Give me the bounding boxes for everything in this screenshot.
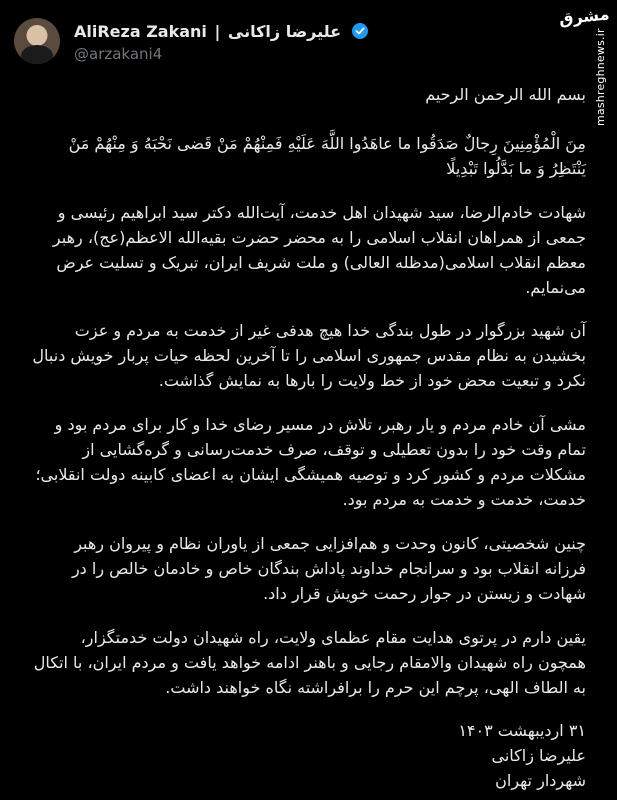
- paragraph-3: مشی آن خادم مردم و یار رهبر، تلاش در مسیر رضای خدا و کار برای مردم بود و تمام وقت خود را بدون تعطیلی و توقف، صرف خدمت‌رسانی و گره‌گشایی از مشکلات مردم و کشور کرد و توصیه همیشگی ایشان به اعضای کابینه دولت انقلابی؛ خدمت، خدمت و خدمت به مردم بود.: [35, 415, 586, 509]
- quran-verse: مِنَ الْمُؤْمِنِينَ رِجالٌ صَدَقُوا ما عاهَدُوا اللَّهَ عَلَيْهِ فَمِنْهُمْ مَنْ قَضى نَحْبَهُ وَ مِنْهُمْ مَنْ يَنْتَظِرُ وَ ما بَدَّلُوا تَبْدِيلًا: [68, 134, 586, 178]
- mashregh-logo: [558, 4, 611, 42]
- signature-block: [30, 718, 586, 793]
- author-display-name-fa[interactable]: علیرضا زاکانی: [227, 22, 342, 41]
- author-handle[interactable]: @arzakani4: [74, 45, 163, 63]
- paragraph-5: یقین دارم در پرتوی هدایت مقام عظمای ولایت، راه شهیدان دولت خدمتگزار، همچون راه شهیدان والامقام رجایی و باهنر ادامه خواهد یافت و مردم ایران، با اتکال به الطاف الهی، پرچم این حرم را برافراشته نگاه خواهند داشت.: [33, 628, 586, 697]
- name-separator: |: [214, 22, 221, 41]
- bismillah-line: بسم الله الرحمن الرحيم: [425, 85, 586, 104]
- watermark-site: mashreghnews.ir: [594, 28, 607, 126]
- logo-text: مشرق: [558, 4, 611, 29]
- avatar[interactable]: [14, 18, 60, 64]
- signature-title: شهردار تهران: [495, 771, 586, 790]
- verified-badge-icon: [352, 23, 368, 39]
- paragraph-1: شهادت خادم‌الرضا، سید شهیدان اهل خدمت، آیت‌الله دکتر سید ابراهیم رئیسی و جمعی از همراهان انقلاب اسلامی را به محضر حضرت بقیه‌الله الاعظم(عج)، رهبر معظم انقلاب اسلامی(مدظله العالی) و ملت شریف ایران، تبریک و تسلیت عرض می‌نمایم.: [52, 203, 586, 297]
- paragraph-4: چنین شخصیتی، کانون وحدت و هم‌افزایی جمعی از یاوران نظام و پیروان رهبر فرزانه انقلاب بود و سرانجام خداوند پاداش بندگان خاص و خادمان خالص را در شهادت و زیستن در جوار رحمت خویش قرار داد.: [71, 534, 586, 603]
- author-display-name[interactable]: AliReza Zakani: [74, 22, 207, 41]
- tweet-header: [14, 18, 534, 68]
- author-name-line[interactable]: [74, 22, 368, 41]
- post-date: ۳۱ اردیبهشت ۱۴۰۳: [458, 721, 586, 740]
- signature-name: علیرضا زاکانی: [491, 746, 586, 765]
- paragraph-2: آن شهید بزرگوار در طول بندگی خدا هیچ هدفی غیر از خدمت به مردم و عزت بخشیدن به نظام مقدس جمهوری اسلامی را تا آخرین لحظه حیات پربار خویش دنبال نکرد و تبعیت محض خود از خط ولایت را بارها به نمایش گذاشت.: [32, 321, 586, 390]
